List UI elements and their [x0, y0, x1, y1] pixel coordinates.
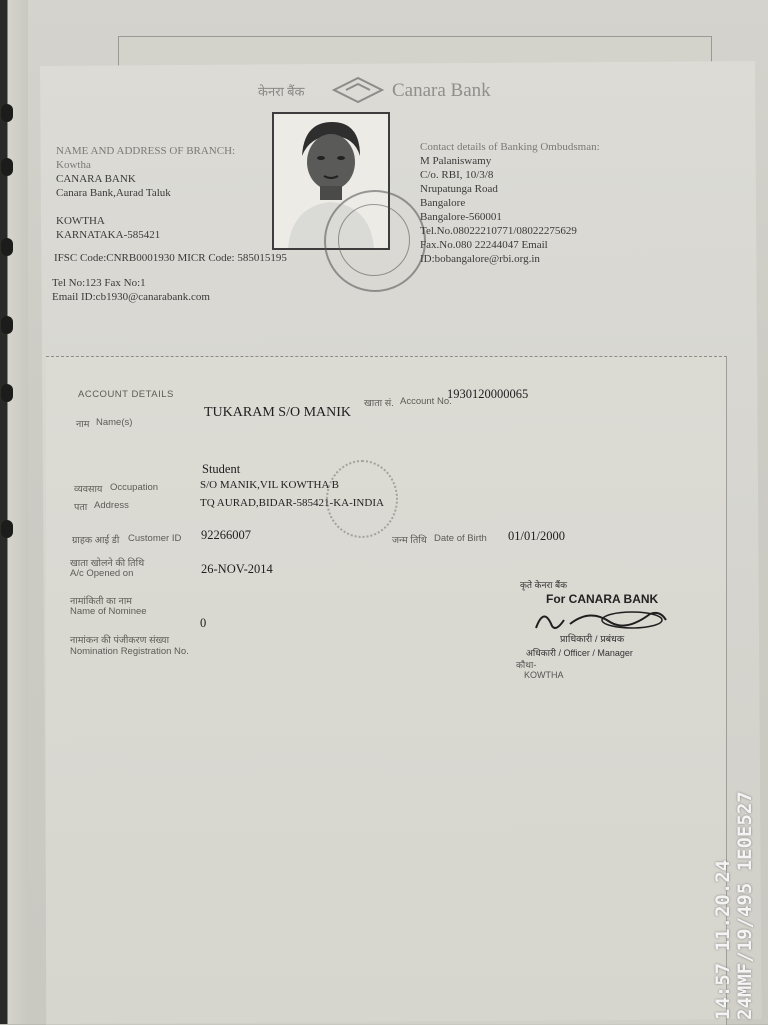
ombudsman-line: Bangalore	[420, 197, 466, 209]
ombudsman-line: Tel.No.08022210771/08022275629	[420, 225, 577, 237]
ifsc-micr-code: IFSC Code:CNRB0001930 MICR Code: 585015195	[54, 252, 287, 264]
branch-line: KARNATAKA-585421	[56, 229, 161, 241]
dob-label: Date of Birth	[434, 533, 487, 544]
binder-hole	[1, 104, 13, 122]
binder-hole	[1, 316, 13, 334]
ombudsman-details	[420, 140, 600, 266]
stamp-line: प्राधिकारी / प्रबंधक	[560, 634, 625, 645]
account-no-label-hindi: खाता सं.	[364, 398, 394, 409]
dob-value: 01/01/2000	[508, 529, 565, 543]
occupation-label: Occupation	[110, 482, 159, 493]
customer-id-label-hindi: ग्राहक आई डी	[72, 535, 120, 546]
opened-label-hindi: खाता खोलने की तिथि	[70, 558, 145, 569]
stamp-line: अधिकारी / Officer / Manager	[526, 648, 633, 658]
bank-signature-stamp	[512, 578, 692, 688]
customer-id-value: 92266007	[201, 528, 251, 542]
ombudsman-line: Bangalore-560001	[420, 211, 502, 223]
ombudsman-line: C/o. RBI, 10/3/8	[420, 169, 494, 181]
stamp-line: KOWTHA	[524, 670, 564, 680]
nominee-label: Name of Nominee	[70, 606, 147, 617]
occupation-value: Student	[202, 462, 241, 476]
account-holder-name: TUKARAM S/O MANIK	[204, 405, 352, 420]
account-number: 1930120000065	[447, 387, 529, 401]
branch-details	[56, 144, 235, 242]
nomination-label: Nomination Registration No.	[70, 646, 189, 657]
stamp-line: कौथा-	[516, 660, 537, 670]
address-label: Address	[94, 500, 129, 511]
account-details-title: ACCOUNT DETAILS	[78, 389, 174, 400]
customer-id-label: Customer ID	[128, 533, 182, 544]
name-label-hindi: नाम	[76, 419, 90, 430]
canara-logo-icon	[332, 74, 384, 104]
camera-timestamp-watermark	[704, 720, 764, 1020]
faint-seal-stamp	[326, 460, 398, 538]
account-details-panel	[46, 356, 727, 1025]
binder-hole	[1, 384, 13, 402]
ombudsman-line: Nrupatunga Road	[420, 183, 498, 195]
address-label-hindi: पता	[74, 502, 88, 513]
branch-line	[56, 200, 235, 214]
signature-icon	[530, 602, 670, 636]
branch-line: Canara Bank,Aurad Taluk	[56, 187, 171, 199]
ombudsman-line: Fax.No.080 22244047 Email	[420, 239, 548, 251]
binder-hole	[1, 520, 13, 538]
ombudsman-heading: Contact details of Banking Ombudsman:	[420, 141, 600, 153]
branch-line: KOWTHA	[56, 215, 105, 227]
binder-hole	[1, 158, 13, 176]
nomination-number: 0	[200, 616, 207, 630]
stamp-line: For CANARA BANK	[546, 592, 659, 606]
name-label: Name(s)	[96, 417, 133, 428]
round-seal-inner	[338, 204, 410, 276]
branch-line: CANARA BANK	[56, 173, 136, 185]
nomination-label-hindi: नामांकन की पंजीकरण संख्या	[70, 635, 170, 646]
branch-email: Email ID:cb1930@canarabank.com	[52, 291, 210, 303]
opened-label: A/c Opened on	[70, 568, 134, 579]
nominee-label-hindi: नामांकिती का नाम	[70, 596, 132, 607]
account-no-label: Account No.	[400, 396, 452, 407]
occupation-label-hindi: व्यवसाय	[74, 484, 103, 495]
dob-label-hindi: जन्म तिथि	[392, 535, 427, 546]
branch-line: Kowtha	[56, 159, 91, 171]
bank-name-hindi: केनरा बैंक	[258, 84, 305, 99]
opened-on-value: 26-NOV-2014	[201, 562, 273, 576]
timestamp-code: 24MMF/19/495 1E0E527	[734, 791, 756, 1020]
timestamp-time: 14:57 11.20.24	[712, 859, 734, 1020]
ombudsman-line: M Palaniswamy	[420, 155, 492, 167]
binder-hole	[1, 238, 13, 256]
address-line-1: S/O MANIK,VIL KOWTHA B	[200, 479, 339, 491]
address-line-2: TQ AURAD,BIDAR-585421-KA-INDIA	[200, 497, 384, 509]
branch-tel-fax: Tel No:123 Fax No:1	[52, 277, 146, 289]
branch-heading: NAME AND ADDRESS OF BRANCH:	[56, 145, 236, 157]
bank-name-english: Canara Bank	[392, 80, 491, 101]
stamp-line: कृते केनरा बैंक	[520, 580, 568, 590]
ombudsman-line: ID:bobangalore@rbi.org.in	[420, 253, 540, 265]
